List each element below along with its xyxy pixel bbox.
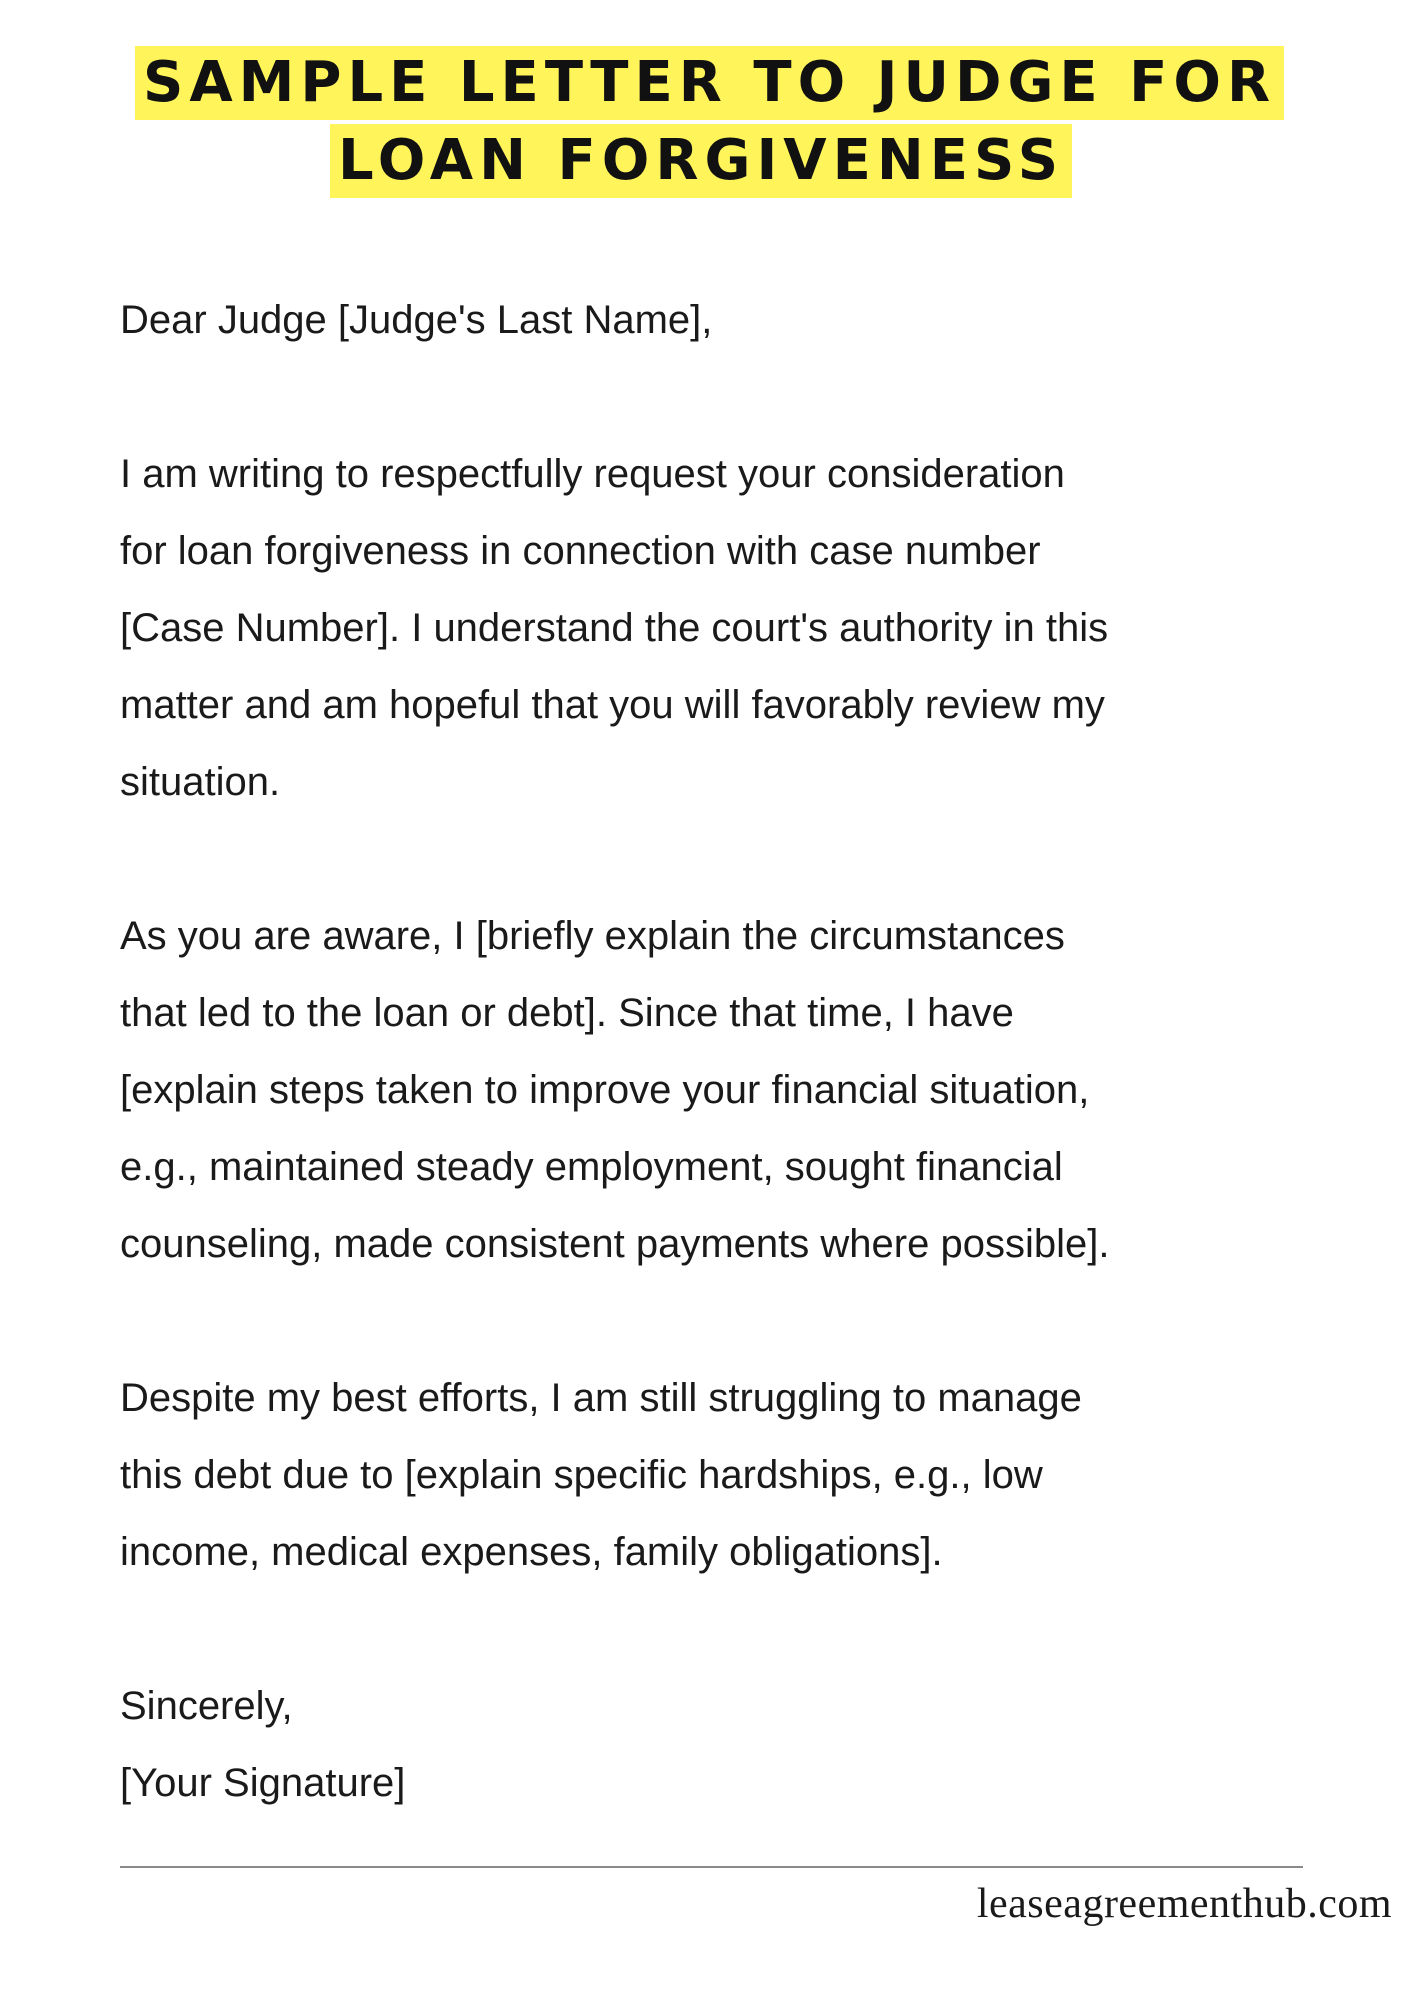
paragraph-1 xyxy=(120,436,1350,821)
paragraph-line: for loan forgiveness in connection with case number xyxy=(120,529,1041,573)
footer-divider xyxy=(120,1866,1303,1868)
paragraph-line: that led to the loan or debt]. Since that time, I have xyxy=(120,991,1014,1035)
paragraph-line: e.g., maintained steady employment, sought financial xyxy=(120,1145,1063,1189)
paragraph-line: income, medical expenses, family obligations]. xyxy=(120,1530,943,1574)
title-line-1: SAMPLE LETTER TO JUDGE FOR xyxy=(135,46,1284,120)
paragraph-line: [explain steps taken to improve your financial situation, xyxy=(120,1068,1090,1112)
paragraph-2 xyxy=(120,898,1350,1283)
title-line-2: LOAN FORGIVENESS xyxy=(330,124,1072,198)
letter-signature: [Your Signature] xyxy=(120,1761,406,1805)
paragraph-line: Despite my best efforts, I am still struggling to manage xyxy=(120,1376,1082,1420)
paragraph-line: As you are aware, I [briefly explain the circumstances xyxy=(120,914,1065,958)
paragraph-line: I am writing to respectfully request your consideration xyxy=(120,452,1065,496)
paragraph-line: counseling, made consistent payments where possible]. xyxy=(120,1222,1110,1266)
footer-site-name: leaseagreementhub.com xyxy=(976,1881,1392,1927)
letter-body xyxy=(120,282,1350,1822)
letter-closing: Sincerely, xyxy=(120,1684,293,1728)
paragraph-3 xyxy=(120,1360,1350,1591)
paragraph-line: [Case Number]. I understand the court's authority in this xyxy=(120,606,1109,650)
paragraph-line: this debt due to [explain specific hardships, e.g., low xyxy=(120,1453,1043,1497)
paragraph-line: situation. xyxy=(120,760,281,804)
letter-greeting: Dear Judge [Judge's Last Name], xyxy=(120,298,713,342)
paragraph-line: matter and am hopeful that you will favorably review my xyxy=(120,683,1105,727)
